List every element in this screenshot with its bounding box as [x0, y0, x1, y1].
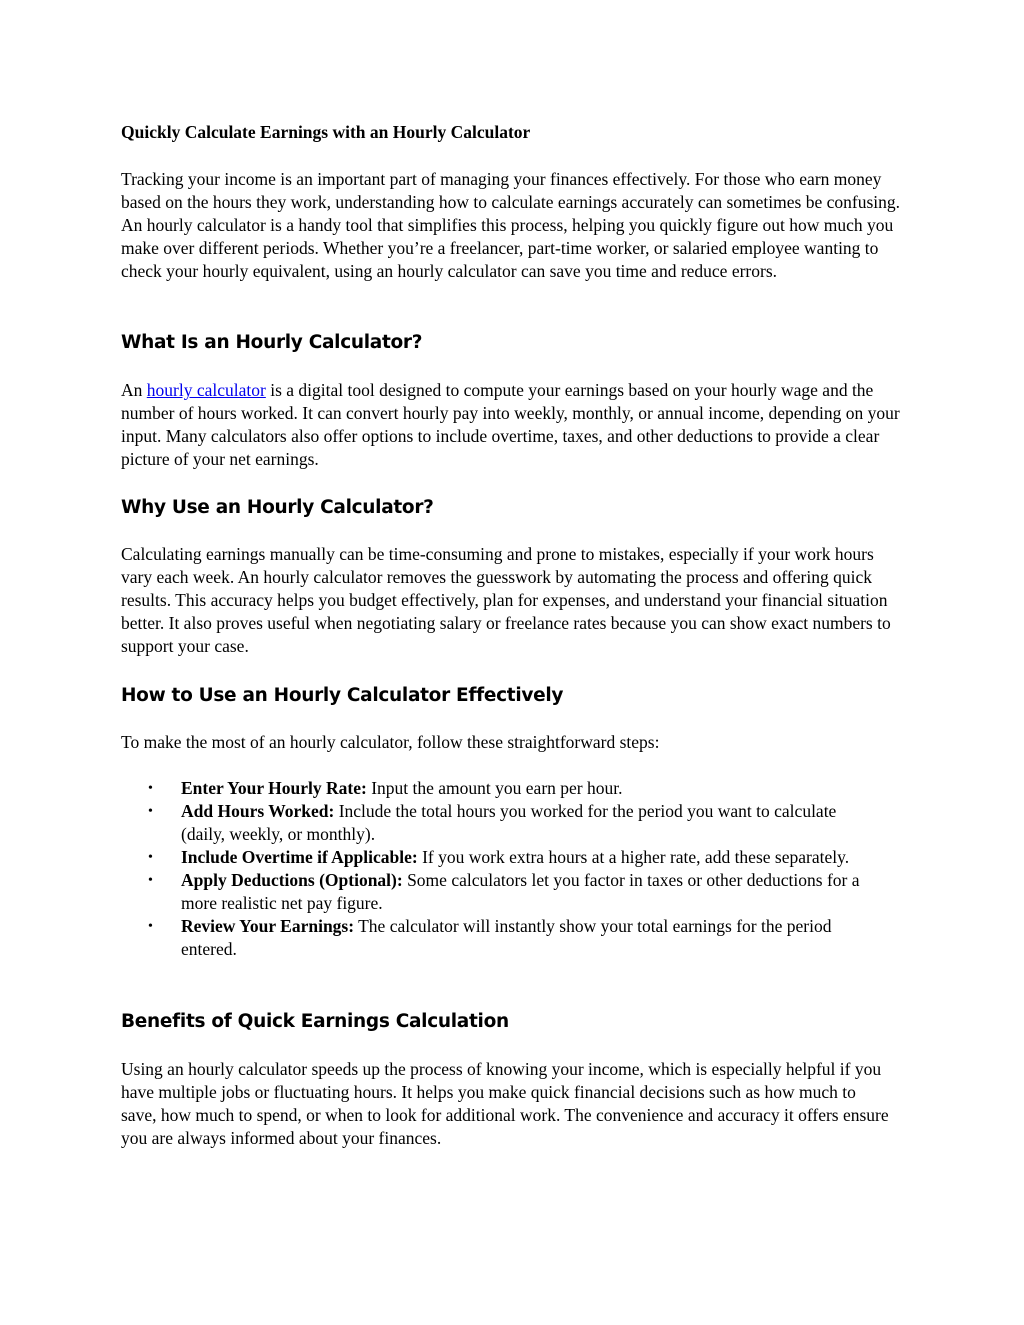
step-term: Enter Your Hourly Rate:	[181, 778, 367, 798]
how-to-use-intro: To make the most of an hourly calculator, follow these straightforward steps:	[121, 732, 660, 752]
section-heading-benefits: Benefits of Quick Earnings Calculation	[121, 1011, 509, 1032]
list-item	[121, 777, 881, 800]
bullet-icon: •	[148, 850, 153, 865]
step-text: The calculator will instantly show your total earnings for the period entered.	[181, 916, 832, 959]
why-use-paragraph: Calculating earnings manually can be time-consuming and prone to mistakes, especially if your work hours vary each week. An hourly calculator removes the guesswork by automating the process and offering quick results. This accuracy helps you budget effectively, plan for expenses, and understand your financial situation better. It also proves useful when negotiating salary or freelance rates because you can show exact numbers to support your case.	[121, 544, 891, 656]
what-is-post-link: is a digital tool designed to compute your earnings based on your hourly wage and the number of hours worked. It can convert hourly pay into weekly, monthly, or annual income, depending on your input. Many calculators also offer options to include overtime, taxes, and other deductions to provide a clear picture of your net earnings.	[121, 380, 900, 469]
bullet-icon: •	[148, 873, 153, 888]
step-text: Include the total hours you worked for the period you want to calculate (daily, weekly, or monthly).	[181, 801, 837, 844]
list-item	[121, 800, 881, 846]
bullet-icon: •	[148, 781, 153, 796]
section-heading-why-use: Why Use an Hourly Calculator?	[121, 497, 434, 518]
step-text: If you work extra hours at a higher rate, add these separately.	[417, 847, 850, 867]
hourly-calculator-link[interactable]: hourly calculator	[146, 380, 266, 400]
what-is-pre-link: An	[121, 380, 147, 400]
list-item	[121, 869, 881, 915]
benefits-paragraph: Using an hourly calculator speeds up the process of knowing your income, which is especially helpful if you have multiple jobs or fluctuating hours. It helps you make quick financial decisions such as how much to save, how much to spend, or when to look for additional work. The convenience and accuracy it offers ensure you are always informed about your finances.	[121, 1059, 889, 1148]
steps-list	[121, 777, 881, 961]
list-item	[121, 915, 881, 961]
step-term: Review Your Earnings:	[181, 916, 355, 936]
step-text: Some calculators let you factor in taxes or other deductions for a more realistic net pay figure.	[181, 870, 860, 913]
intro-paragraph: Tracking your income is an important part of managing your finances effectively. For those who earn money based on the hours they work, understanding how to calculate earnings accurately can sometimes be confusing. An hourly calculator is a handy tool that simplifies this process, helping you quickly figure out how much you make over different periods. Whether you’re a freelancer, part-time worker, or salaried employee wanting to check your hourly equivalent, using an hourly calculator can save you time and reduce errors.	[121, 169, 900, 281]
list-item	[121, 846, 881, 869]
step-term: Include Overtime if Applicable:	[181, 847, 418, 867]
what-is-paragraph	[121, 379, 906, 471]
step-term: Add Hours Worked:	[181, 801, 335, 821]
section-heading-how-to-use: How to Use an Hourly Calculator Effectively	[121, 685, 564, 706]
step-term: Apply Deductions (Optional):	[181, 870, 403, 890]
bullet-icon: •	[148, 919, 153, 934]
bullet-icon: •	[148, 804, 153, 819]
step-text: Input the amount you earn per hour.	[366, 778, 623, 798]
section-heading-what-is: What Is an Hourly Calculator?	[121, 332, 423, 353]
document-title: Quickly Calculate Earnings with an Hourly Calculator	[121, 122, 531, 142]
